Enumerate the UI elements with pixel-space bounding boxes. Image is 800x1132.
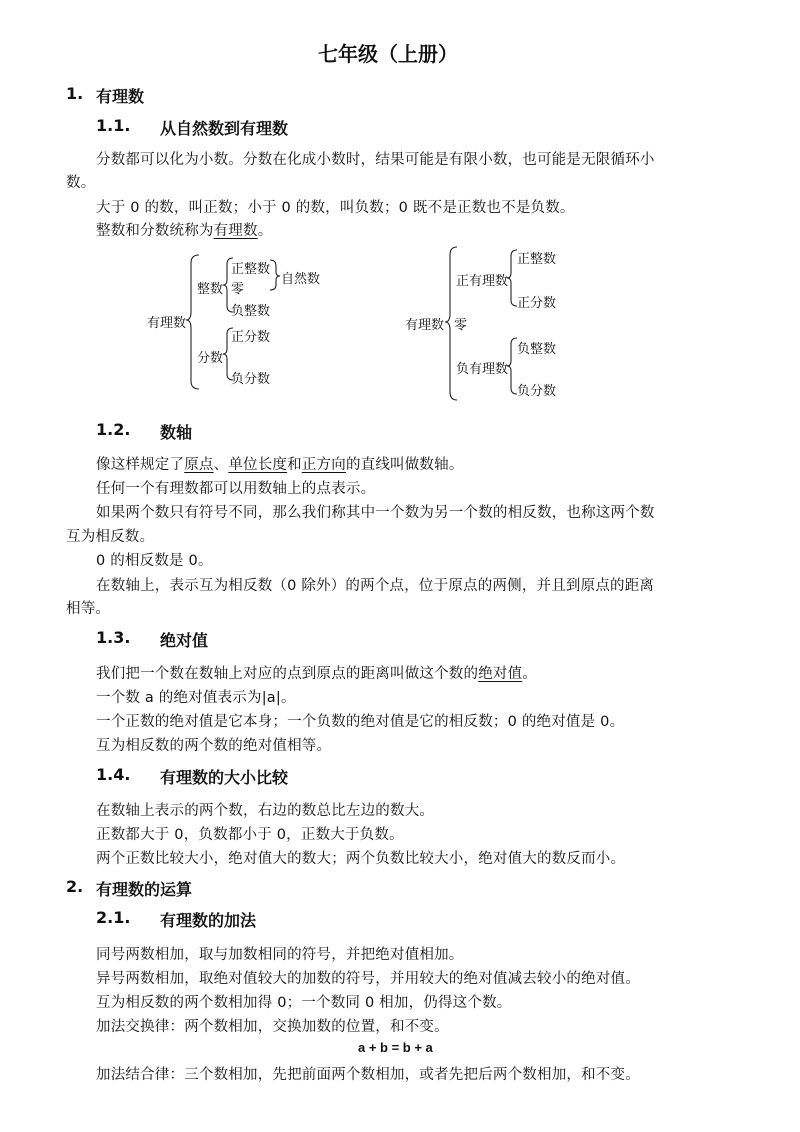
section-2-number: 2. bbox=[66, 877, 84, 896]
diagram-right-positive-integer: 正整数 bbox=[517, 252, 557, 267]
formula-commutative: a + b = b + a bbox=[358, 1040, 433, 1055]
term-unit-length: 单位长度 bbox=[228, 457, 288, 473]
term-rational-number: 有理数 bbox=[213, 223, 258, 239]
paragraph: 0 的相反数是 0。 bbox=[96, 553, 213, 569]
paragraph bbox=[96, 453, 464, 474]
diagram-left-root: 有理数 bbox=[147, 316, 187, 331]
subsection-2-1-heading: 有理数的加法 bbox=[160, 911, 257, 930]
text: 整数和分数统称为 bbox=[96, 223, 214, 239]
diagram-right-negative-integer: 负整数 bbox=[517, 342, 557, 357]
subsection-2-1-number: 2.1. bbox=[96, 908, 131, 927]
diagram-left-natural-number: 自然数 bbox=[281, 272, 321, 287]
term-positive-direction: 正方向 bbox=[301, 457, 346, 473]
subsection-1-3-number: 1.3. bbox=[96, 628, 131, 647]
subsection-1-1-number: 1.1. bbox=[96, 116, 131, 135]
paragraph: 加法交换律：两个数相加，交换加数的位置，和不变。 bbox=[96, 1019, 449, 1035]
text: 我们把一个数在数轴上对应的点到原点的距离叫做这个数的 bbox=[96, 666, 479, 682]
paragraph bbox=[96, 662, 537, 683]
subsection-1-1-heading: 从自然数到有理数 bbox=[160, 119, 289, 138]
paragraph: 加法结合律：三个数相加，先把前面两个数相加，或者先把后两个数相加，和不变。 bbox=[96, 1067, 640, 1083]
subsection-1-4-heading: 有理数的大小比较 bbox=[160, 768, 289, 787]
term-origin: 原点 bbox=[184, 457, 214, 473]
subsection-1-3-heading: 绝对值 bbox=[160, 631, 209, 650]
paragraph: 任何一个有理数都可以用数轴上的点表示。 bbox=[96, 481, 376, 497]
paragraph: 异号两数相加，取绝对值较大的加数的符号，并用较大的绝对值减去较小的绝对值。 bbox=[96, 971, 640, 987]
diagram-right-root: 有理数 bbox=[405, 318, 445, 333]
paragraph: 如果两个数只有符号不同，那么我们称其中一个数为另一个数的相反数，也称这两个数 bbox=[96, 505, 655, 521]
diagram-left-integer: 整数 bbox=[197, 282, 224, 297]
section-2-heading: 有理数的运算 bbox=[96, 880, 193, 899]
paragraph: 一个正数的绝对值是它本身；一个负数的绝对值是它的相反数；0 的绝对值是 0。 bbox=[96, 714, 625, 730]
paragraph: 正数都大于 0，负数都小于 0，正数大于负数。 bbox=[96, 827, 404, 843]
diagram-right-negative-rational: 负有理数 bbox=[456, 362, 509, 377]
page-title: 七年级（上册） bbox=[318, 42, 458, 66]
section-1-number: 1. bbox=[66, 84, 84, 103]
diagram-left-zero: 零 bbox=[231, 282, 245, 297]
diagram-left-fraction: 分数 bbox=[197, 351, 224, 366]
paragraph: 相等。 bbox=[66, 601, 111, 617]
diagram-left-positive-integer: 正整数 bbox=[231, 262, 271, 277]
subsection-1-4-number: 1.4. bbox=[96, 765, 131, 784]
paragraph: 大于 0 的数，叫正数；小于 0 的数，叫负数；0 既不是正数也不是负数。 bbox=[96, 200, 575, 216]
diagram-left-positive-fraction: 正分数 bbox=[231, 330, 271, 345]
classification-braces bbox=[0, 0, 800, 420]
text: 的直线叫做数轴。 bbox=[345, 457, 464, 473]
section-1-heading: 有理数 bbox=[96, 87, 145, 106]
paragraph: 互为相反数的两个数的绝对值相等。 bbox=[96, 738, 332, 754]
text: 。 bbox=[522, 666, 538, 682]
diagram-right-zero: 零 bbox=[454, 318, 468, 333]
diagram-left-negative-integer: 负整数 bbox=[231, 304, 271, 319]
paragraph: 一个数 a 的绝对值表示为|a|。 bbox=[96, 690, 296, 706]
text: 像这样规定了 bbox=[96, 457, 185, 473]
paragraph: 互为相反数的两个数相加得 0；一个数同 0 相加，仍得这个数。 bbox=[96, 995, 512, 1011]
text: 。 bbox=[257, 223, 273, 239]
diagram-right-negative-fraction: 负分数 bbox=[517, 384, 557, 399]
term-absolute-value: 绝对值 bbox=[478, 666, 523, 682]
diagram-right-positive-rational: 正有理数 bbox=[456, 274, 509, 289]
paragraph: 两个正数比较大小，绝对值大的数大；两个负数比较大小，绝对值大的数反而小。 bbox=[96, 851, 626, 867]
diagram-right-positive-fraction: 正分数 bbox=[517, 296, 557, 311]
subsection-1-2-number: 1.2. bbox=[96, 420, 131, 439]
diagram-left-negative-fraction: 负分数 bbox=[231, 372, 271, 387]
text: 和 bbox=[287, 457, 302, 473]
text: 、 bbox=[213, 457, 229, 473]
paragraph: 同号两数相加，取与加数相同的符号，并把绝对值相加。 bbox=[96, 947, 464, 963]
paragraph: 分数都可以化为小数。分数在化成小数时，结果可能是有限小数，也可能是无限循环小 bbox=[96, 152, 655, 168]
paragraph: 在数轴上表示的两个数，右边的数总比左边的数大。 bbox=[96, 803, 435, 819]
paragraph: 在数轴上，表示互为相反数（0 除外）的两个点，位于原点的两侧，并且到原点的距离 bbox=[96, 578, 655, 594]
paragraph: 互为相反数。 bbox=[66, 529, 155, 545]
subsection-1-2-heading: 数轴 bbox=[160, 423, 193, 442]
paragraph: 数。 bbox=[66, 175, 96, 191]
